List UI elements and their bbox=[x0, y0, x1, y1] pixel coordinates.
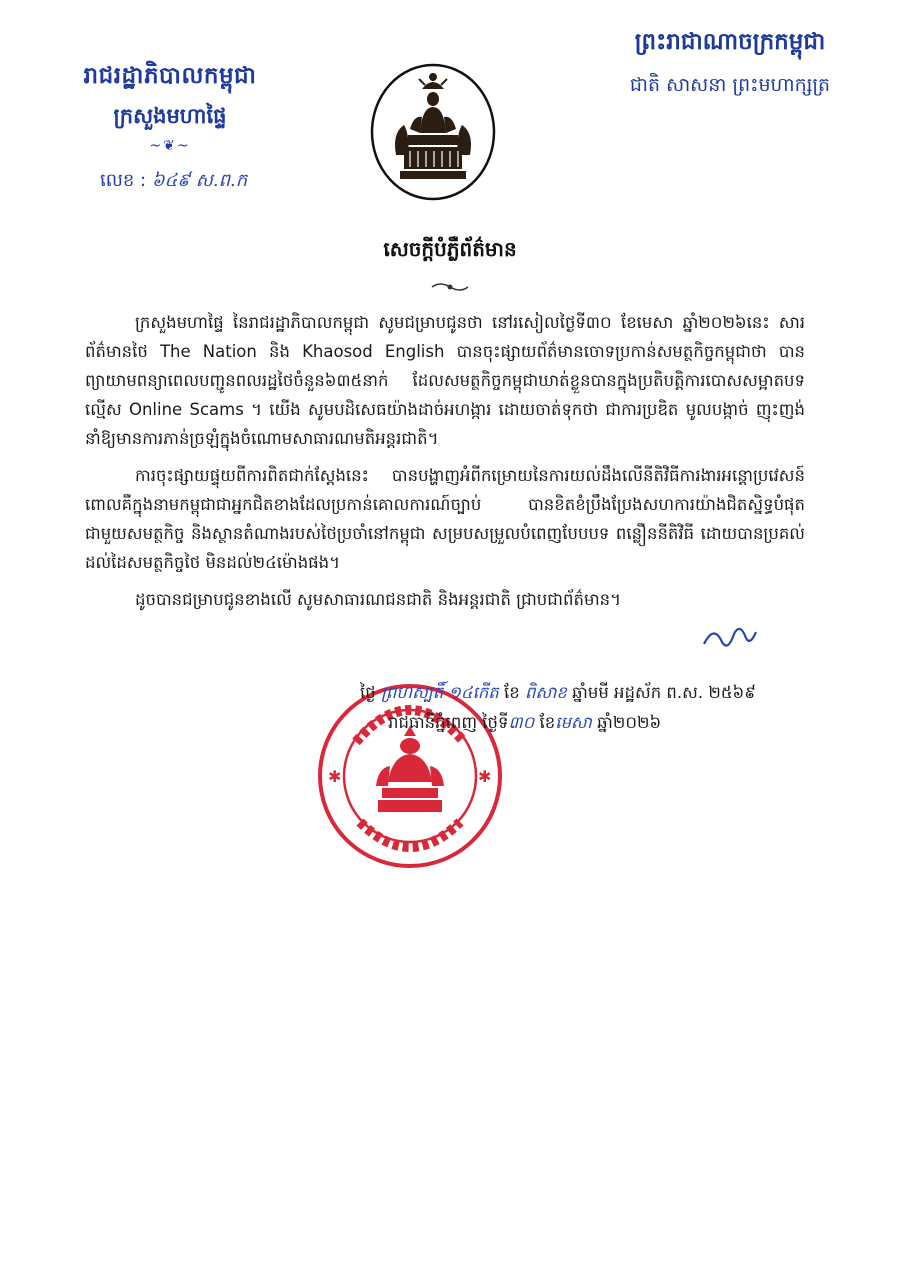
reference-number bbox=[70, 168, 270, 195]
royal-emblem-icon bbox=[370, 63, 496, 201]
solar-date-prefix: រាជធានីភ្នំពេញ ថ្ងៃទី bbox=[388, 713, 509, 732]
svg-text:✱: ✱ bbox=[478, 767, 492, 786]
header-left bbox=[70, 62, 270, 195]
body-paragraph-3: ដូចបានជម្រាបជូនខាងលើ សូមសាធារណជនជាតិ និងអន្តរជាតិ ជ្រាបជាព័ត៌មាន។ bbox=[135, 590, 622, 609]
solar-date-line bbox=[360, 708, 800, 738]
reference-value: ៦៤៩ ស.ព.ក bbox=[151, 170, 248, 191]
national-motto: ជាតិ សាសនា ព្រះមហាក្សត្រ bbox=[629, 74, 831, 96]
document-title: សេចក្តីបំភ្លឺព័ត៌មាន bbox=[383, 237, 517, 261]
reference-label: លេខ : bbox=[100, 170, 147, 191]
svg-text:✱: ✱ bbox=[328, 767, 342, 786]
body-paragraph-1: ក្រសួងមហាផ្ទៃ នៃរាជរដ្ឋាភិបាលកម្ពុជា សូមជម្រាបជូនថា នៅរសៀលថ្ងៃទី៣០ ខែមេសា ឆ្នាំ២០២៦នេះ សារព័ត៌មានថៃ The Nation និង Khaosod English បានចុះផ្សាយព័ត៌មានចោទប្រកាន់សមត្ថកិច្ចកម្ពុជាថា បានព្យាយាមពន្យាពេលបញ្ជូនពលរដ្ឋថៃចំនួន៦៣៥នាក់ ដែលសមត្ថកិច្ចកម្ពុជាឃាត់ខ្លួនបានក្នុងប្រតិបត្តិការបោសសម្អាតបទល្មើស Online Scams ។ យើង សូមបដិសេធយ៉ាងដាច់អហង្ការ ដោយចាត់ទុកថា ជាការប្រឌិត មូលបង្កាច់ ញុះញង់ នាំឱ្យមានការភាន់ច្រឡំក្នុងចំណោមសាធារណមតិអន្តរជាតិ។ bbox=[85, 313, 805, 448]
lunar-year-text: ឆ្នាំមមី អដ្ឋស័ក ព.ស. ២៥៦៩ bbox=[572, 683, 756, 702]
solar-year-text: ឆ្នាំ២០២៦ bbox=[597, 713, 662, 732]
lunar-day-label: ថ្ងៃ bbox=[360, 683, 376, 702]
kingdom-name: ព្រះរាជាណាចក្រកម្ពុជា bbox=[634, 29, 826, 55]
date-block bbox=[360, 678, 800, 738]
header-ornament: ~❦~ bbox=[149, 138, 191, 154]
solar-month-label: ខែ bbox=[539, 713, 556, 732]
solar-month-value: មេសា bbox=[555, 713, 592, 732]
signature-initial-icon bbox=[700, 616, 760, 656]
lunar-date-line bbox=[360, 678, 800, 708]
title-ornament-icon bbox=[430, 280, 470, 294]
lunar-month-value: ពិសាខ bbox=[524, 683, 567, 702]
ministry-name: ក្រសួងមហាផ្ទៃ bbox=[113, 104, 227, 128]
lunar-day-value: ព្រហស្បតិ៍ ១៤កើត bbox=[380, 683, 499, 702]
document-body bbox=[85, 308, 805, 622]
header-right bbox=[595, 28, 865, 101]
lunar-month-label: ខែ bbox=[504, 683, 520, 702]
solar-day-value: ៣០ bbox=[508, 713, 535, 732]
body-paragraph-2: ការចុះផ្សាយផ្ទុយពីការពិតជាក់ស្តែងនេះ បានបង្ហាញអំពីកម្រោយនៃការយល់ដឹងលើនីតិវិធីការងារអន្តោប្រវេសន៍ ពោលគឺក្នុងនាមកម្ពុជាជាអ្នកជិតខាងដែលប្រកាន់គោលការណ៍ច្បាប់ បានខិតខំប្រឹងប្រែងសហការយ៉ាងជិតស្និទ្ធបំផុតជាមួយសមត្ថកិច្ច និងស្ថានតំណាងរបស់ថៃប្រចាំនៅកម្ពុជា សម្របសម្រួលបំពេញបែបបទ ពន្លឿននីតិវិធី ដោយបានប្រគល់ដល់ដៃសមត្ថកិច្ចថៃ មិនដល់២៤ម៉ោងផង។ bbox=[85, 466, 805, 572]
government-name: រាជរដ្ឋាភិបាលកម្ពុជា bbox=[83, 63, 257, 89]
